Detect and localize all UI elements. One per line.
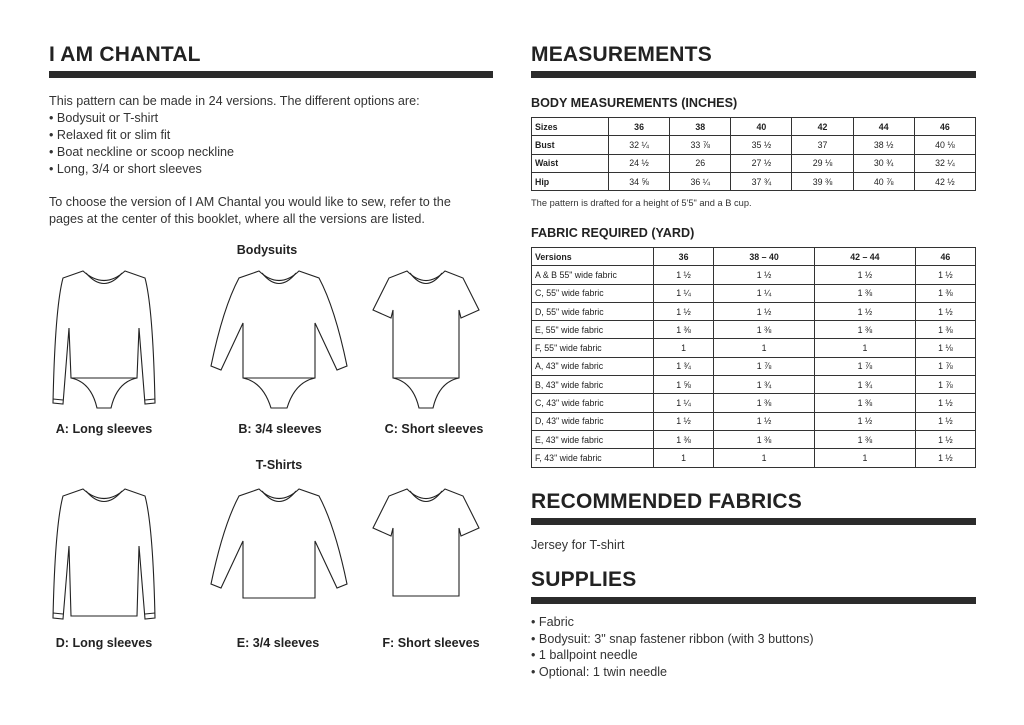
table-cell: 35 ½	[731, 136, 792, 154]
table-cell: 1 ⅜	[654, 321, 714, 339]
table-cell: 1	[814, 449, 915, 467]
table-cell: 1 ⅜	[814, 321, 915, 339]
header-cell: 36	[654, 248, 714, 266]
table-cell: 1 ½	[714, 302, 815, 320]
table-cell: 42 ½	[914, 172, 975, 190]
table-row	[532, 339, 976, 357]
table-row	[532, 357, 976, 375]
table-cell: 40 ⅞	[853, 172, 914, 190]
table-cell: 1 ⅜	[814, 430, 915, 448]
table-cell: 26	[670, 154, 731, 172]
table-cell: 1	[714, 339, 815, 357]
table-cell: 30 ¾	[853, 154, 914, 172]
option-item: • Relaxed fit or slim fit	[49, 127, 451, 144]
table-cell: 38 ½	[853, 136, 914, 154]
table-cell: 1 ⅛	[915, 339, 975, 357]
table-cell: 1 ⅜	[814, 284, 915, 302]
row-label: B, 43" wide fabric	[532, 376, 654, 394]
header-cell: Versions	[532, 248, 654, 266]
table-cell: 1 ½	[915, 449, 975, 467]
table-cell: 1 ⅞	[814, 357, 915, 375]
option-item: • Bodysuit or T-shirt	[49, 110, 451, 127]
table-cell: 1 ½	[915, 430, 975, 448]
table-cell: 1 ¾	[654, 357, 714, 375]
body-note: The pattern is drafted for a height of 5'5" and a B cup.	[531, 198, 752, 208]
header-cell: 46	[915, 248, 975, 266]
table-cell: 1	[714, 449, 815, 467]
table-cell: 37	[792, 136, 853, 154]
header-cell: 42 – 44	[814, 248, 915, 266]
table-cell: 1 ⅜	[654, 430, 714, 448]
body-measurements-table	[531, 117, 976, 191]
supplies-rule	[531, 597, 976, 604]
supply-item: • Optional: 1 twin needle	[531, 664, 814, 681]
table-cell: 1 ½	[915, 266, 975, 284]
table-cell: 1 ¾	[814, 376, 915, 394]
table-row	[532, 430, 976, 448]
table-cell: 1 ⅜	[714, 430, 815, 448]
header-cell: 36	[609, 118, 670, 136]
garment-c-illustration	[371, 268, 481, 418]
row-label: C, 55" wide fabric	[532, 284, 654, 302]
intro-line: This pattern can be made in 24 versions. The different options are:	[49, 94, 420, 108]
garment-d-illustration	[49, 486, 159, 626]
table-cell: 1 ⅜	[714, 394, 815, 412]
table-cell: 1 ½	[814, 412, 915, 430]
table-cell: 27 ½	[731, 154, 792, 172]
table-cell: 1 ⅜	[714, 321, 815, 339]
table-cell: 1 ¾	[714, 376, 815, 394]
options-list	[49, 110, 451, 178]
table-row	[532, 302, 976, 320]
row-label: Hip	[532, 172, 609, 190]
row-label: E, 43" wide fabric	[532, 430, 654, 448]
table-cell: 1 ⅜	[814, 394, 915, 412]
row-label: E, 55" wide fabric	[532, 321, 654, 339]
table-cell: 1 ⅜	[915, 284, 975, 302]
table-cell: 1 ½	[654, 412, 714, 430]
row-label: Waist	[532, 154, 609, 172]
table-cell: 1 ½	[814, 266, 915, 284]
table-cell: 29 ⅛	[792, 154, 853, 172]
option-item: • Long, 3/4 or short sleeves	[49, 161, 451, 178]
bodysuits-title: Bodysuits	[236, 243, 298, 257]
caption-a: A: Long sleeves	[55, 422, 153, 436]
header-cell: 46	[914, 118, 975, 136]
header-cell: Sizes	[532, 118, 609, 136]
tshirts-title: T-Shirts	[255, 458, 303, 472]
caption-b: B: 3/4 sleeves	[238, 422, 322, 436]
recommended-fabrics-title: RECOMMENDED FABRICS	[531, 490, 802, 513]
table-cell: 1 ½	[915, 394, 975, 412]
row-label: D, 43" wide fabric	[532, 412, 654, 430]
table-row	[532, 376, 976, 394]
table-cell: 1 ½	[814, 302, 915, 320]
garment-b-illustration	[209, 268, 349, 418]
table-header-row	[532, 118, 976, 136]
table-row	[532, 449, 976, 467]
choose-line-1: To choose the version of I AM Chantal you would like to sew, refer to the	[49, 195, 451, 209]
table-cell: 1	[814, 339, 915, 357]
caption-e: E: 3/4 sleeves	[236, 636, 320, 650]
row-label: A, 43" wide fabric	[532, 357, 654, 375]
measurements-title: MEASUREMENTS	[531, 43, 712, 66]
fabric-required-title: FABRIC REQUIRED (YARD)	[531, 226, 695, 240]
supplies-list	[531, 614, 814, 680]
table-cell: 1	[654, 449, 714, 467]
row-label: Bust	[532, 136, 609, 154]
table-cell: 39 ⅜	[792, 172, 853, 190]
table-cell: 36 ¼	[670, 172, 731, 190]
table-row	[532, 284, 976, 302]
measurements-rule	[531, 71, 976, 78]
table-cell: 1 ⅜	[915, 321, 975, 339]
table-cell: 1 ⅞	[915, 357, 975, 375]
table-cell: 1 ⅝	[654, 376, 714, 394]
choose-line-2: pages at the center of this booklet, where all the versions are listed.	[49, 212, 425, 226]
supplies-list-container	[531, 614, 814, 680]
table-cell: 1 ¼	[654, 284, 714, 302]
table-cell: 1 ⅞	[915, 376, 975, 394]
table-cell: 1 ½	[654, 266, 714, 284]
fabric-required-table	[531, 247, 976, 468]
table-cell: 1 ½	[915, 412, 975, 430]
table-cell: 32 ¼	[609, 136, 670, 154]
table-cell: 37 ¾	[731, 172, 792, 190]
body-measurements-title: BODY MEASUREMENTS (INCHES)	[531, 96, 738, 110]
table-header-row	[532, 248, 976, 266]
fabrics-rule	[531, 518, 976, 525]
row-label: A & B 55" wide fabric	[532, 266, 654, 284]
table-cell: 1 ¼	[714, 284, 815, 302]
table-row	[532, 321, 976, 339]
table-cell: 1 ½	[714, 266, 815, 284]
caption-c: C: Short sleeves	[384, 422, 484, 436]
table-cell: 1 ¼	[654, 394, 714, 412]
header-cell: 38 – 40	[714, 248, 815, 266]
table-cell: 1 ½	[654, 302, 714, 320]
header-cell: 38	[670, 118, 731, 136]
row-label: F, 55" wide fabric	[532, 339, 654, 357]
table-row	[532, 266, 976, 284]
table-cell: 24 ½	[609, 154, 670, 172]
garment-e-illustration	[209, 486, 349, 626]
row-label: C, 43" wide fabric	[532, 394, 654, 412]
header-cell: 40	[731, 118, 792, 136]
table-cell: 1 ½	[915, 302, 975, 320]
intro-text	[49, 93, 451, 228]
fabrics-text: Jersey for T-shirt	[531, 538, 625, 552]
garment-f-illustration	[371, 486, 481, 626]
table-row	[532, 394, 976, 412]
caption-d: D: Long sleeves	[55, 636, 153, 650]
garment-a-illustration	[49, 268, 159, 418]
table-row	[532, 136, 976, 154]
table-cell: 1 ⅞	[714, 357, 815, 375]
table-row	[532, 154, 976, 172]
table-cell: 1	[654, 339, 714, 357]
table-cell: 32 ¼	[914, 154, 975, 172]
table-cell: 33 ⅞	[670, 136, 731, 154]
table-cell: 1 ½	[714, 412, 815, 430]
table-row	[532, 172, 976, 190]
row-label: D, 55" wide fabric	[532, 302, 654, 320]
supplies-title: SUPPLIES	[531, 568, 637, 591]
supply-item: • 1 ballpoint needle	[531, 647, 814, 664]
supply-item: • Fabric	[531, 614, 814, 631]
title-rule	[49, 71, 493, 78]
page-title: I AM CHANTAL	[49, 43, 201, 66]
table-cell: 40 ⅛	[914, 136, 975, 154]
row-label: F, 43" wide fabric	[532, 449, 654, 467]
caption-f: F: Short sleeves	[382, 636, 480, 650]
header-cell: 44	[853, 118, 914, 136]
header-cell: 42	[792, 118, 853, 136]
supply-item: • Bodysuit: 3" snap fastener ribbon (with 3 buttons)	[531, 631, 814, 648]
table-cell: 34 ⅝	[609, 172, 670, 190]
table-row	[532, 412, 976, 430]
option-item: • Boat neckline or scoop neckline	[49, 144, 451, 161]
